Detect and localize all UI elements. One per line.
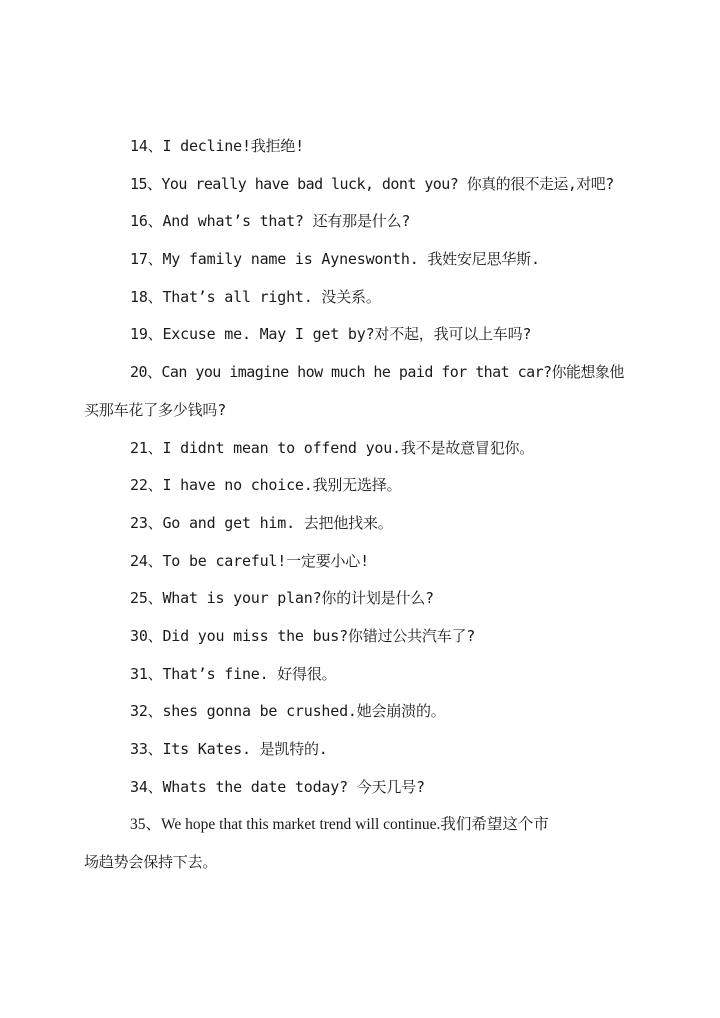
sentence-19: 19、Excuse me. May I get by?对不起，我可以上车吗? — [130, 325, 532, 344]
sentence-31: 31、That’s fine. 好得很。 — [130, 664, 337, 683]
sentence-18: 18、That’s all right. 没关系。 — [130, 287, 381, 306]
sentence-33: 33、Its Kates. 是凯特的. — [130, 740, 328, 758]
sentence-30: 30、Did you miss the bus?你错过公共汽车了? — [130, 626, 476, 645]
sentence-16: 16、And what’s that? 还有那是什么? — [130, 212, 411, 231]
sentence-23: 23、Go and get him. 去把他找来。 — [130, 513, 393, 532]
sentence-20: 20、Can you imagine how much he paid for that car?你能想象他 — [130, 363, 624, 382]
sentence-14: 14、I decline!我拒绝! — [130, 137, 305, 155]
sentence-35: 35、We hope that this market trend will continue.我们希望这个市 — [130, 816, 549, 834]
sentence-25: 25、What is your plan?你的计划是什么? — [130, 589, 434, 608]
sentence-32: 32、shes gonna be crushed.她会崩溃的。 — [130, 702, 446, 721]
sentence-15: 15、You really have bad luck, dont you? 你真的很不走运,对吧? — [130, 174, 614, 193]
sentence-34: 34、Whats the date today? 今天几号? — [130, 777, 425, 796]
sentence-21: 21、I didnt mean to offend you.我不是故意冒犯你。 — [130, 438, 535, 457]
sentence-20-continuation: 买那车花了多少钱吗? — [84, 400, 227, 419]
sentence-17: 17、My family name is Ayneswonth. 我姓安尼思华斯. — [130, 250, 540, 269]
sentence-24: 24、To be careful!一定要小心! — [130, 551, 369, 570]
sentence-22: 22、I have no choice.我别无选择。 — [130, 476, 402, 495]
document-body — [84, 128, 644, 882]
sentence-35-continuation: 场趋势会保持下去。 — [84, 853, 218, 872]
